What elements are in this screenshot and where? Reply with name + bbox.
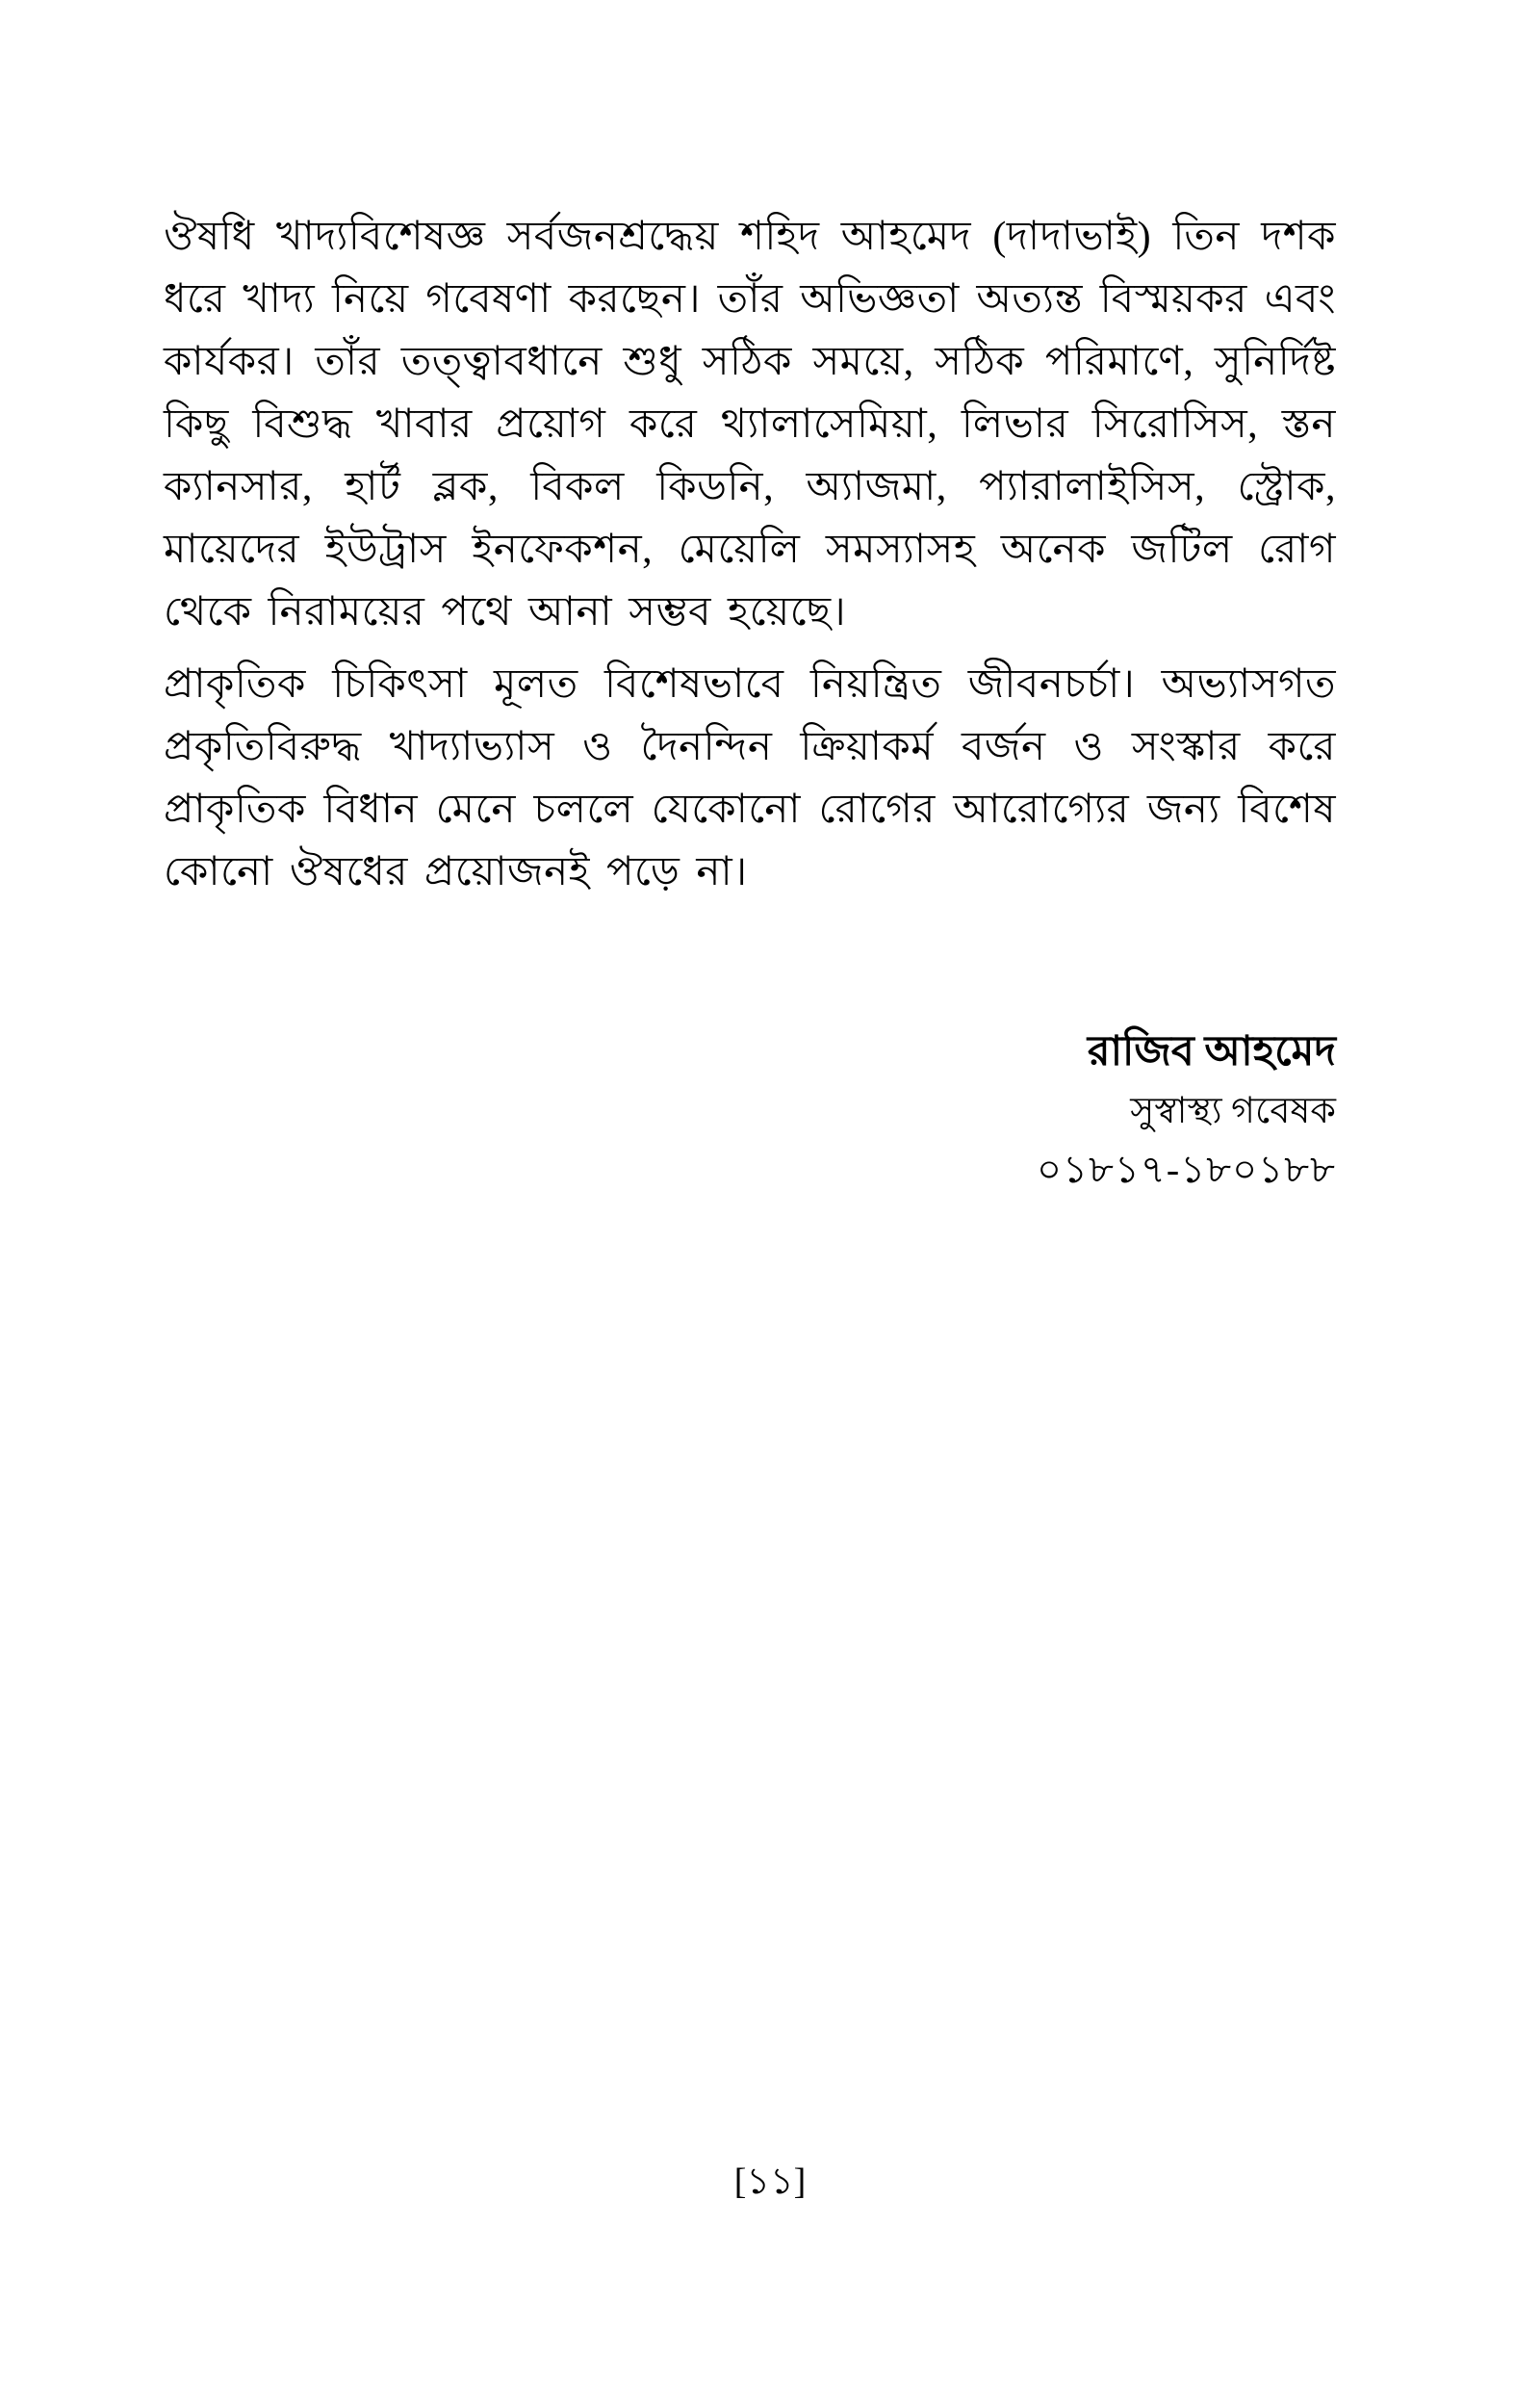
signature-phone: ০১৮১৭-১৮০১৮৮ — [1037, 1148, 1336, 1191]
signature-role: সুস্বাস্থ্য গবেষক — [1130, 1091, 1336, 1131]
signature-block — [1037, 1022, 1336, 1200]
paragraph-1: ঔষধি খাদ্যবিশেষজ্ঞ সর্বজনশ্রদ্ধেয় শহিদ আহমেদ (দাদাভাই) তিন দশক ধরে খাদ্য নিয়ে গবেষণা করছেন। তাঁর অভিজ্ঞতা অত্যন্ত বিস্ময়কর এবং কার্যকর। তাঁর তত্ত্বাবধানে শুধু সঠিক সময়ে, সঠিক পরিমাণে, সুনির্দিষ্ট কিছু বিশুদ্ধ খাবার প্রয়োগ করে থ্যালাসেমিয়া, লিভার সিরোসিস, স্তন ক্যানসার, হার্ট ব্লক, বিকল কিডনি, অ্যাজমা, প্যারালাইসিস, স্ট্রোক, মায়েদের ইউট্রাস ইনফেকশন, মেয়েলি সমস্যাসহ অনেক জটিল রোগ থেকে নিরাময়ের পথে আনা সম্ভব হয়েছে। — [164, 215, 1336, 634]
paragraph-2: প্রাকৃতিক চিকিৎসা মূলত বিশেষভাবে নিয়ন্ত্রিত জীবনচর্চা। অভ্যাসগত প্রকৃতিবিরুদ্ধ খাদ্যাভ্যাস ও দৈনন্দিন ক্রিয়াকর্ম বর্জন ও সংস্কার করে প্রাকৃতিক বিধান মেনে চললে যেকোনো রোগের আরোগ্যের জন্য বিশেষ কোনো ঔষধের প্রয়োজনই পড়ে না। — [164, 662, 1336, 894]
body-text — [164, 206, 1336, 914]
signature-name: রাজিব আহমেদ — [1087, 1029, 1336, 1074]
page-number: [১১] — [733, 2161, 807, 2202]
